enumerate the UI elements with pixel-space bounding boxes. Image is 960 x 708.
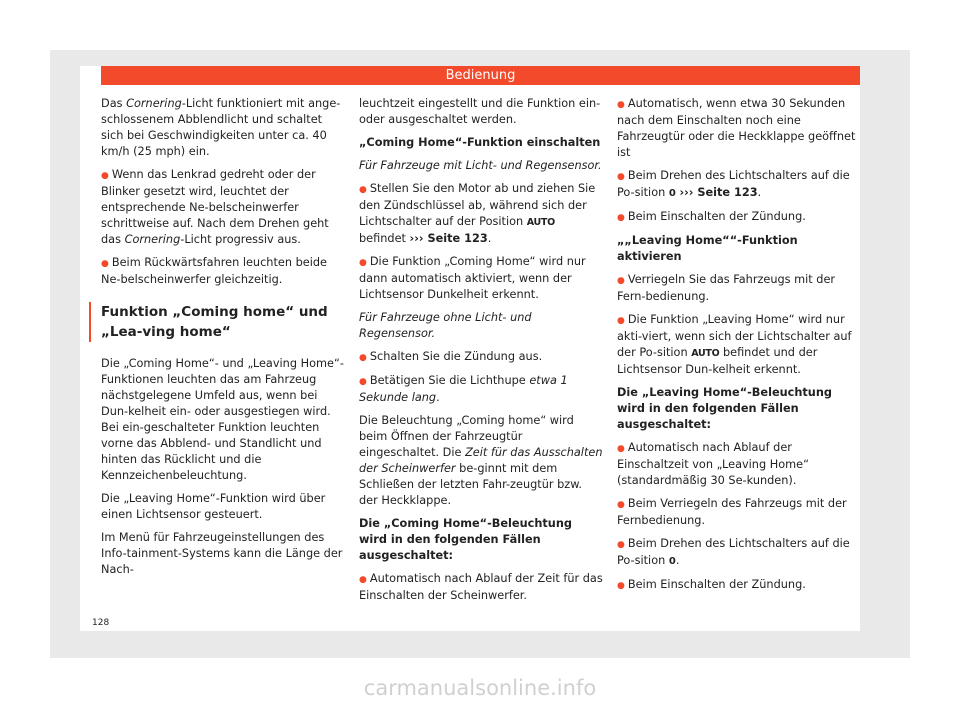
bullet-icon: ● bbox=[617, 540, 625, 550]
list-item: ● Automatisch nach Ablauf der Einschaltzeit von „Leaving Home“ (standardmäßig 30 Se-kunden). bbox=[617, 441, 809, 487]
heading: „„Leaving Home““-Funktion aktivieren bbox=[617, 234, 798, 263]
bullet-icon: ● bbox=[617, 581, 625, 591]
list-item: ● Automatisch, wenn etwa 30 Sekunden nach dem Einschalten noch eine Fahrzeugtür oder die Heckklappe geöffnet ist bbox=[617, 97, 856, 159]
paragraph: Die „Leaving Home“-Funktion wird über einen Lichtsensor gesteuert. bbox=[101, 492, 326, 521]
list-item: ● Stellen Sie den Motor ab und ziehen Sie den Zündschlüssel ab, während sich der Lichtschalter auf der Position AUTO befindet ››› Seite 123. bbox=[359, 182, 596, 245]
list-item: ● Beim Drehen des Lichtschalters auf die Po-sition 0 ››› Seite 123. bbox=[617, 168, 861, 202]
bullet-icon: ● bbox=[359, 258, 367, 268]
subheading: Für Fahrzeuge mit Licht- und Regensensor. bbox=[359, 159, 602, 172]
bullet-icon: ● bbox=[617, 213, 625, 223]
column-left bbox=[101, 96, 345, 585]
watermark: carmanualsonline.info bbox=[363, 676, 597, 700]
paragraph: Die Beleuchtung „Coming home“ wird beim Öffnen der Fahrzeugtür eingeschaltet. Die Zeit für das Ausschalten der Scheinwerfer be-ginnt mit dem Schließen der letzten Fahr-zeugtür bzw. der Heckklappe. bbox=[359, 414, 603, 507]
bullet-icon: ● bbox=[617, 500, 625, 510]
page-reference-link[interactable]: ››› Seite 123 bbox=[679, 186, 758, 199]
paragraph: Im Menü für Fahrzeugeinstellungen des Info-tainment-Systems kann die Länge der Nach- bbox=[101, 531, 343, 576]
auto-light-icon: AUTO bbox=[691, 348, 720, 359]
list-item: ● Wenn das Lenkrad gedreht oder der Blinker gesetzt wird, leuchtet der entsprechende Ne-belscheinwerfer schrittweise auf. Nach dem Drehen geht das Cornering-Licht progressiv aus. bbox=[101, 168, 329, 246]
paragraph: Die „Coming Home“- und „Leaving Home“-Funktionen leuchten das am Fahrzeug nächstgelegene Umfeld aus, wenn bei Dun-kelheit ein- oder ausgestiegen wird. Bei ein-geschalteter Funktion leuchten vorne das Abblend- und Standlicht und hinten das Rücklicht und die Kennzeichenbeleuchtung. bbox=[101, 357, 344, 482]
list-item: ● Beim Einschalten der Zündung. bbox=[617, 578, 806, 591]
bullet-icon: ● bbox=[359, 575, 367, 585]
page-reference-link[interactable]: ››› Seite 123 bbox=[409, 232, 488, 245]
section-title: Funktion „Coming home“ und „Lea-ving home“ bbox=[89, 302, 345, 342]
bullet-icon: ● bbox=[617, 172, 625, 182]
bullet-icon: ● bbox=[617, 276, 625, 286]
list-item: ● Schalten Sie die Zündung aus. bbox=[359, 350, 543, 363]
subheading: Für Fahrzeuge ohne Licht- und Regensensor. bbox=[359, 311, 532, 340]
list-item: ● Die Funktion „Leaving Home“ wird nur akti-viert, wenn sich der Lichtschalter auf der Po-sition AUTO befindet und der Lichtsensor Dun-kelheit erkennt. bbox=[617, 313, 852, 376]
bullet-icon: ● bbox=[359, 353, 367, 363]
list-item: ● Die Funktion „Coming Home“ wird nur dann automatisch aktiviert, wenn der Lichtsensor Dunkelheit erkennt. bbox=[359, 255, 586, 301]
list-item: ● Verriegeln Sie das Fahrzeugs mit der Fern-bedienung. bbox=[617, 273, 836, 303]
list-item: ● Beim Rückwärtsfahren leuchten beide Ne-belscheinwerfer gleichzeitig. bbox=[101, 256, 327, 286]
paragraph: Das Cornering-Licht funktioniert mit ange-schlossenem Abblendlicht und schaltet sich bei Geschwindigkeiten unter ca. 40 km/h (25 mph) ein. bbox=[101, 97, 341, 158]
paragraph: leuchtzeit eingestellt und die Funktion ein- oder ausgeschaltet werden. bbox=[359, 97, 601, 126]
column-right bbox=[617, 96, 861, 601]
light-switch-off-icon: 0 bbox=[668, 556, 676, 567]
auto-light-icon: AUTO bbox=[526, 217, 555, 228]
bullet-icon: ● bbox=[617, 316, 625, 326]
page-header: Bedienung bbox=[101, 66, 860, 85]
list-item: ● Beim Einschalten der Zündung. bbox=[617, 210, 806, 223]
bullet-icon: ● bbox=[359, 185, 367, 195]
bullet-icon: ● bbox=[617, 444, 625, 454]
bullet-icon: ● bbox=[101, 171, 109, 181]
column-middle bbox=[359, 96, 603, 611]
bullet-icon: ● bbox=[359, 377, 367, 387]
heading: Die „Coming Home“-Beleuchtung wird in den folgenden Fällen ausgeschaltet: bbox=[359, 517, 572, 562]
bullet-icon: ● bbox=[101, 259, 109, 269]
light-switch-off-icon: 0 bbox=[668, 188, 676, 199]
heading: „Coming Home“-Funktion einschalten bbox=[359, 136, 601, 149]
list-item: ● Beim Drehen des Lichtschalters auf die Po-sition 0. bbox=[617, 536, 861, 570]
list-item: ● Automatisch nach Ablauf der Zeit für das Einschalten der Scheinwerfer. bbox=[359, 572, 603, 602]
heading: Die „Leaving Home“-Beleuchtung wird in den folgenden Fällen ausgeschaltet: bbox=[617, 386, 832, 431]
list-item: ● Betätigen Sie die Lichthupe etwa 1 Sekunde lang. bbox=[359, 374, 568, 404]
list-item: ● Beim Verriegeln des Fahrzeugs mit der Fernbedienung. bbox=[617, 497, 847, 527]
page-number: 128 bbox=[92, 618, 110, 628]
bullet-icon: ● bbox=[617, 100, 625, 110]
